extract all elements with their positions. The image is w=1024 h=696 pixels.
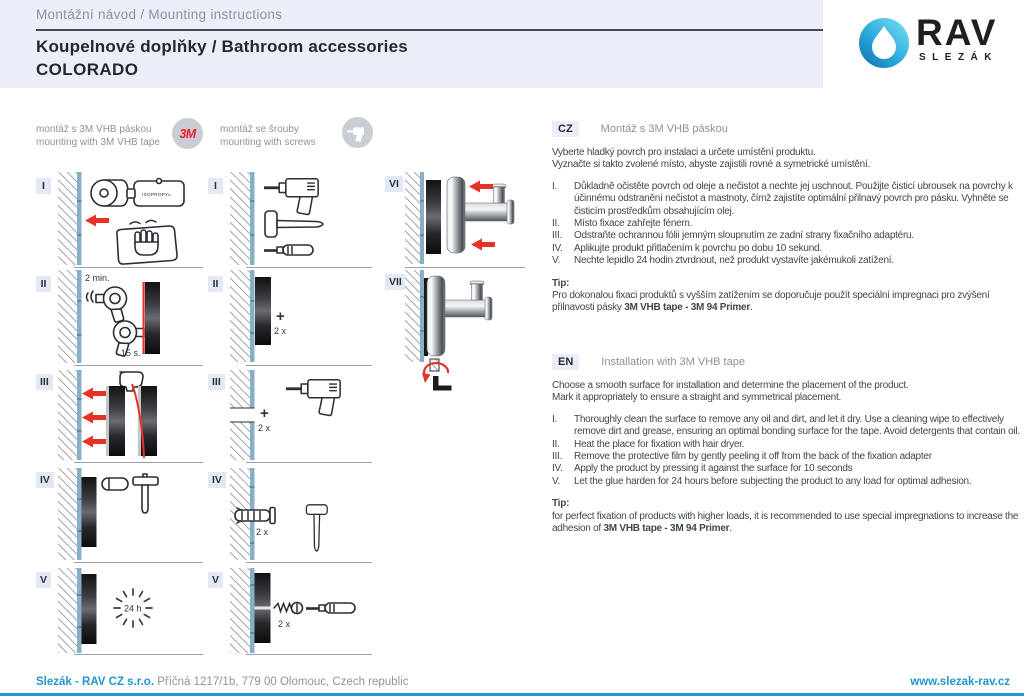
- list-item: [552, 181, 1022, 218]
- en-intro-line: Choose a smooth surface for installation and determine the placement of the product.: [552, 380, 909, 391]
- tip-text: [552, 290, 1022, 315]
- step-divider: [74, 267, 203, 268]
- company-address: Příčná 1217/1b, 779 00 Olomouc, Czech republic: [154, 676, 409, 688]
- drill-badge: [342, 117, 373, 148]
- tape-step1-illustration-clean-surface: [58, 172, 203, 265]
- cz-steps-list: [552, 181, 1022, 268]
- step-number: II.: [552, 218, 560, 230]
- grub-screw-icon: [430, 359, 439, 371]
- step-text: Místo fixace zahřejte fénem.: [574, 218, 693, 230]
- step6-illustration-attach-product: [405, 172, 543, 264]
- screw-step3-illustration-drill: [230, 370, 372, 460]
- list-item: [552, 230, 1022, 242]
- tip-text-pre: for perfect fixation of products with higher loads, it is recommended to use special impregnations to increase the adhesion of: [552, 510, 1019, 535]
- quantity-label: 2 x: [278, 619, 291, 629]
- step-text: Thoroughly clean the surface to remove any oil and dirt, and let it dry. Use a cleaning wipe to effectively remove dirt and grease, ensuring an optimal bonding surface for the tape. Avoid detergents that contain oil.: [574, 413, 1020, 438]
- step-divider: [246, 462, 372, 463]
- adapter-on-wall: [255, 573, 271, 643]
- press-time-label: 15 s.: [121, 348, 141, 358]
- red-arrow-icon: [469, 181, 493, 193]
- step-divider: [246, 365, 372, 366]
- list-item: [552, 218, 1022, 230]
- wall: [230, 568, 255, 653]
- screw-step4-illustration-plug: [230, 468, 372, 560]
- quantity-label: 2 x: [256, 527, 269, 537]
- section-cz: [552, 121, 1022, 315]
- en-tip: [552, 498, 1022, 535]
- footer-company-info: [36, 676, 408, 688]
- quantity-label: 2 x: [274, 326, 287, 336]
- red-arrow-icon: [85, 215, 109, 227]
- adapter-on-wall: [426, 180, 441, 254]
- wall: [58, 568, 82, 653]
- tape-step2-illustration-heat: [58, 270, 203, 363]
- wall-plug-icon: [235, 508, 275, 524]
- heat-time-label: 2 min.: [85, 273, 110, 283]
- screw-step1-illustration-tools: [230, 172, 372, 265]
- wall: [58, 172, 82, 265]
- wall: [230, 270, 255, 362]
- product-pin-icon: [133, 474, 158, 513]
- tape-step-label-1: I: [36, 178, 51, 194]
- screw-column-header: [220, 124, 316, 149]
- tape-step5-illustration-cure: [58, 568, 203, 653]
- lang-badge-cz: CZ: [552, 121, 579, 137]
- section-en: [552, 354, 1022, 535]
- list-item: [552, 439, 1022, 451]
- company-name: Slezák - RAV CZ s.r.o.: [36, 676, 155, 688]
- tape-title-en: mounting with 3M VHB tape: [36, 136, 160, 148]
- hammer-icon: [265, 211, 323, 237]
- list-item: [552, 463, 1022, 475]
- hammer-icon: [306, 505, 327, 551]
- wiping-hand-icon: [117, 220, 177, 264]
- drill-icon: [286, 380, 340, 416]
- website-link[interactable]: www.slezak-rav.cz: [910, 676, 1010, 688]
- step-number: I.: [552, 413, 558, 425]
- lang-badge-en: EN: [552, 354, 579, 370]
- allen-key-icon: [433, 376, 452, 391]
- step-text: Důkladně očistěte povrch od oleje a nečistot a nechte jej uschnout. Použijte čisticí ubrousek na povrchy k účinnému odstranění nečistot a mastnoty, čímž zajistíte optimální přilnavý povrch pro pásku. Vyhněte se čisticím prostředkům obsahujícím olej.: [574, 180, 1013, 217]
- tip-label: Tip:: [552, 498, 570, 510]
- screw-step5-illustration-screw: [230, 568, 372, 653]
- section-cz-heading: Montáž s 3M VHB páskou: [600, 123, 728, 135]
- page-title: Koupelnové doplňky / Bathroom accessories: [36, 37, 408, 56]
- cz-intro-line: Vyznačte si takto zvolené místo, abyste zajistili rovné a symetrické umístění.: [552, 159, 871, 171]
- step-number: V.: [552, 475, 561, 487]
- step-text: Remove the protective film by gently peeling it off from the back of the fixation adapter: [574, 451, 932, 463]
- logo-brand-text: RAV: [916, 12, 998, 53]
- step-number: I.: [552, 180, 558, 192]
- bottle-label: ISOPROPYL.: [142, 192, 173, 197]
- wall: [405, 270, 424, 362]
- list-item: [552, 255, 1022, 267]
- isopropyl-bottle-icon: [127, 179, 184, 207]
- section-en-heading: Installation with 3M VHB tape: [601, 356, 745, 368]
- screwdriver-icon: [306, 603, 355, 613]
- 3m-badge: [172, 118, 203, 149]
- wall: [405, 172, 424, 264]
- adapter-on-wall: [82, 574, 97, 644]
- step-divider: [246, 562, 372, 563]
- step-text: Aplikujte produkt přitlačením k povrchu po dobu 10 sekund.: [574, 242, 822, 254]
- tape-column-header: [36, 124, 160, 149]
- step-divider: [74, 562, 203, 563]
- tip-text-pre: Pro dokonalou fixaci produktů s vyšším zatížením se doporučuje použít speciální impregnaci pro zvýšení přilnavosti pásky: [552, 290, 990, 314]
- tape-step3-illustration-peel-film: [58, 370, 203, 460]
- product-step-label-7: VII: [385, 274, 406, 290]
- tip-text-post: .: [729, 523, 732, 535]
- adapter-strips: [106, 386, 157, 456]
- tip-text: [552, 511, 1022, 536]
- tape-step-label-3: III: [36, 374, 53, 390]
- step-number: IV.: [552, 463, 563, 475]
- plus-sign: +: [260, 405, 269, 422]
- red-arrow-icon: [82, 436, 106, 448]
- tape-step-label-2: II: [36, 276, 51, 292]
- section-en-header: [552, 354, 1022, 370]
- red-arrow-icon: [471, 239, 495, 251]
- screw-step2-illustration-adapter: [230, 270, 372, 362]
- cz-intro-line: Vyberte hladký povrch pro instalaci a určete umístění produktu.: [552, 147, 816, 158]
- roller-icon: [102, 478, 128, 490]
- step-divider: [405, 267, 525, 268]
- header-rule: [36, 29, 823, 31]
- tape-step-label-5: V: [36, 572, 51, 588]
- 3m-logo-text: 3M: [179, 126, 196, 141]
- step-text: Odstraňte ochrannou fólii jemným sloupnutím ze zadní strany fixačního adaptéru.: [574, 230, 914, 242]
- screw-step-label-2: II: [208, 276, 223, 292]
- red-arrow-icon: [82, 412, 106, 424]
- step-text: Nechte lepidlo 24 hodin ztvrdnout, než produkt vystavíte jakémukoli zatížení.: [574, 255, 894, 267]
- tip-text-bold: 3M VHB tape - 3M 94 Primer: [624, 302, 750, 314]
- en-intro-line: Mark it appropriately to ensure a straight and symmetrical placement.: [552, 392, 841, 404]
- footer-accent-bar: [0, 693, 1024, 696]
- wall: [58, 468, 82, 560]
- step-number: III.: [552, 230, 563, 242]
- drill-icon: [347, 124, 369, 142]
- list-item: [552, 451, 1022, 463]
- step7-illustration-lock-screw: [405, 270, 543, 392]
- screw-title-cz: montáž se šrouby: [220, 124, 299, 135]
- wall: [230, 172, 255, 265]
- step-divider: [74, 365, 203, 366]
- screw-step-label-3: III: [208, 374, 225, 390]
- plus-sign: +: [276, 308, 285, 325]
- tape-step-label-4: IV: [36, 472, 54, 488]
- step-text: Apply the product by pressing it against the surface for 10 seconds: [574, 463, 853, 475]
- step-text: Let the glue harden for 24 hours before subjecting the product to any load for optimal adhesion.: [574, 475, 972, 487]
- en-steps-list: [552, 414, 1022, 488]
- list-item: [552, 476, 1022, 488]
- screw-title-en: mounting with screws: [220, 136, 316, 148]
- adapter-on-wall: [255, 277, 271, 345]
- step-divider: [74, 654, 203, 655]
- list-item: [552, 414, 1022, 439]
- list-item: [552, 243, 1022, 255]
- product-step-label-6: VI: [385, 176, 403, 192]
- tip-text-post: .: [749, 302, 753, 314]
- tip-text-bold: 3M VHB tape - 3M 94 Primer: [603, 523, 730, 535]
- step-divider: [246, 654, 372, 655]
- step-number: V.: [552, 255, 561, 267]
- step-text: Heat the place for fixation with hair dryer.: [574, 438, 745, 450]
- tape-step4-illustration-press: [58, 468, 203, 560]
- tape-title-cz: montáž s 3M VHB páskou: [36, 124, 152, 135]
- logo-sub-text: SLEZÁK: [919, 52, 998, 63]
- mounted-chrome-product: [424, 276, 492, 356]
- wall: [58, 370, 82, 460]
- screwdriver-icon: [264, 245, 313, 255]
- cure-time-label: 24 h: [124, 603, 142, 614]
- red-arrow-icon: [82, 388, 106, 400]
- screw-step-label-1: I: [208, 178, 223, 194]
- paper-roll-icon: [91, 180, 128, 206]
- step-number: IV.: [552, 242, 563, 254]
- step-number: II.: [552, 438, 560, 450]
- section-cz-header: [552, 121, 1022, 137]
- adapter-with-tape: [143, 282, 161, 354]
- screw-step-label-4: IV: [208, 472, 226, 488]
- screw-step-label-5: V: [208, 572, 223, 588]
- document-type-label: Montážní návod / Mounting instructions: [36, 7, 283, 22]
- cz-tip: [552, 278, 1022, 315]
- adapter-on-wall: [82, 477, 97, 547]
- drill-icon: [264, 179, 318, 215]
- hair-dryer-icon: [87, 287, 127, 322]
- tip-label: Tip:: [552, 277, 570, 289]
- rav-logo: [858, 17, 910, 74]
- quantity-label: 2 x: [258, 423, 271, 433]
- screw-icon: [274, 603, 303, 614]
- en-intro: [552, 380, 1022, 405]
- step-divider: [246, 267, 372, 268]
- wall: [58, 270, 82, 363]
- series-name: COLORADO: [36, 60, 139, 79]
- water-drop-icon: [858, 17, 910, 69]
- cz-intro: [552, 147, 1022, 172]
- wall-with-hole: [230, 370, 255, 460]
- step-number: III.: [552, 451, 563, 463]
- step-divider: [74, 462, 203, 463]
